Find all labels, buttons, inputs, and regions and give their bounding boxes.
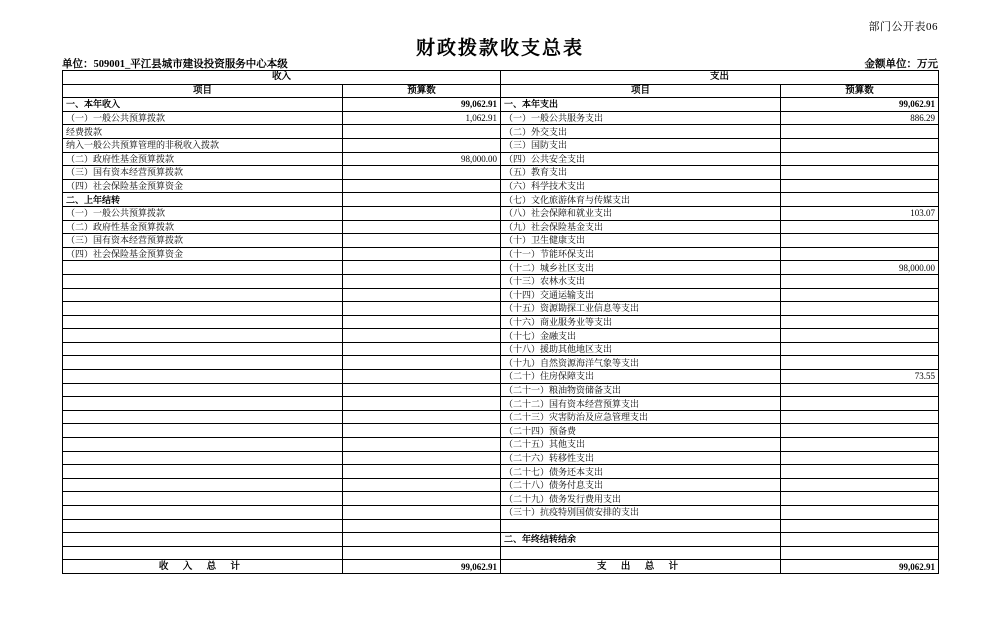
expense-item-value [781,356,939,370]
expense-item-value [781,234,939,248]
income-item-value [343,492,501,506]
table-row [63,465,939,479]
income-item-label: （四）社会保险基金预算资金 [63,247,343,261]
table-row [63,111,939,125]
unit-label: 单位：509001_平江县城市建设投资服务中心本级 [62,59,288,70]
expense-item-value [781,247,939,261]
expense-item-label: （十九）自然资源海洋气象等支出 [501,356,781,370]
expense-item-label: 一、本年支出 [501,98,781,112]
income-item-label [63,288,343,302]
table-row [63,451,939,465]
table-row [63,410,939,424]
income-item-value: 99,062.91 [343,98,501,112]
income-item-label: 一、本年收入 [63,98,343,112]
income-item-label [63,546,343,560]
expense-item-value [781,288,939,302]
column-header-expense-item: 项目 [501,84,781,98]
expense-item-label: （十六）商业服务业等支出 [501,315,781,329]
table-row [63,220,939,234]
income-item-label [63,315,343,329]
expense-item-value [781,342,939,356]
income-item-label: 经费拨款 [63,125,343,139]
income-item-label [63,342,343,356]
income-item-value: 1,062.91 [343,111,501,125]
income-item-label: （三）国有资本经营预算拨款 [63,234,343,248]
expense-item-label: （十七）金融支出 [501,329,781,343]
income-item-label [63,465,343,479]
expense-item-value: 103.07 [781,206,939,220]
income-item-label: （一）一般公共预算拨款 [63,111,343,125]
expense-item-label: （十五）资源勘探工业信息等支出 [501,302,781,316]
table-row [63,533,939,547]
table-row [63,370,939,384]
expense-item-label: （十四）交通运输支出 [501,288,781,302]
expense-item-value: 98,000.00 [781,261,939,275]
table-row [63,478,939,492]
expense-item-value [781,546,939,560]
expense-item-value [781,302,939,316]
income-item-label [63,397,343,411]
table-row [63,179,939,193]
income-item-value [343,342,501,356]
expense-total-label: 支 出 总 计 [501,560,781,574]
expense-item-value [781,424,939,438]
income-item-value [343,533,501,547]
expense-item-label: （十）卫生健康支出 [501,234,781,248]
income-item-value [343,356,501,370]
income-total-value: 99,062.91 [343,560,501,574]
expense-item-value [781,220,939,234]
expense-item-value [781,329,939,343]
expense-item-label: （三）国防支出 [501,138,781,152]
income-item-value [343,397,501,411]
table-total-row [63,560,939,574]
table-row [63,166,939,180]
income-item-value [343,424,501,438]
expense-item-label: （二十二）国有资本经营预算支出 [501,397,781,411]
expense-item-value [781,383,939,397]
income-item-label [63,410,343,424]
expense-item-label [501,546,781,560]
expense-item-label: （二）外交支出 [501,125,781,139]
expense-item-label: （十三）农林水支出 [501,274,781,288]
table-row [63,397,939,411]
expense-item-value [781,465,939,479]
expense-item-value [781,410,939,424]
income-item-label [63,533,343,547]
expense-item-value [781,478,939,492]
expense-item-label: （二十四）预备费 [501,424,781,438]
income-item-label [63,329,343,343]
income-item-label [63,370,343,384]
expense-item-label: （二十三）灾害防治及应急管理支出 [501,410,781,424]
income-item-value [343,138,501,152]
expense-item-label: （二十九）债务发行费用支出 [501,492,781,506]
expense-item-label: （一）一般公共服务支出 [501,111,781,125]
table-row [63,247,939,261]
expense-item-value [781,506,939,520]
income-item-label: （四）社会保险基金预算资金 [63,179,343,193]
income-item-label [63,302,343,316]
table-row [63,546,939,560]
expense-item-label: （二十一）粮油物资储备支出 [501,383,781,397]
expense-item-value [781,533,939,547]
table-row [63,315,939,329]
expense-item-label: （七）文化旅游体育与传媒支出 [501,193,781,207]
expense-item-label: （九）社会保险基金支出 [501,220,781,234]
table-row [63,438,939,452]
income-item-label [63,519,343,533]
income-total-label: 收 入 总 计 [63,560,343,574]
expense-item-value [781,519,939,533]
table-row [63,342,939,356]
table-column-header-row [63,84,939,98]
income-item-label [63,356,343,370]
expense-item-value [781,193,939,207]
income-item-label: 二、上年结转 [63,193,343,207]
table-row [63,261,939,275]
table-row [63,234,939,248]
income-item-value [343,125,501,139]
income-item-value [343,302,501,316]
expense-item-value [781,438,939,452]
expense-item-label: （十一）节能环保支出 [501,247,781,261]
column-header-income-item: 项目 [63,84,343,98]
expense-item-label: （六）科学技术支出 [501,179,781,193]
column-header-expense-budget: 预算数 [781,84,939,98]
expense-item-label: （二十五）其他支出 [501,438,781,452]
expense-item-value [781,152,939,166]
expense-item-label: （二十七）债务还本支出 [501,465,781,479]
budget-table [62,70,939,574]
income-item-value [343,506,501,520]
income-item-value: 98,000.00 [343,152,501,166]
meta-row [62,56,938,71]
expense-item-value [781,274,939,288]
expense-total-value: 99,062.91 [781,560,939,574]
expense-item-value: 73.55 [781,370,939,384]
income-item-value [343,193,501,207]
expense-item-value [781,166,939,180]
table-row [63,98,939,112]
income-item-value [343,383,501,397]
expense-item-label: （十八）援助其他地区支出 [501,342,781,356]
expense-item-value [781,451,939,465]
document-code: 部门公开表06 [868,21,938,33]
expense-item-label [501,519,781,533]
table-row [63,506,939,520]
income-item-label [63,492,343,506]
income-item-value [343,220,501,234]
income-item-value [343,546,501,560]
income-item-value [343,465,501,479]
income-item-value [343,166,501,180]
income-item-value [343,261,501,275]
income-item-value [343,234,501,248]
table-row [63,125,939,139]
table-row [63,152,939,166]
income-item-label: （二）政府性基金预算拨款 [63,152,343,166]
table-row [63,138,939,152]
income-item-label: （三）国有资本经营预算拨款 [63,166,343,180]
income-item-label: 纳入一般公共预算管理的非税收入拨款 [63,138,343,152]
income-item-value [343,179,501,193]
income-item-label [63,424,343,438]
income-item-value [343,247,501,261]
expense-item-label: （五）教育支出 [501,166,781,180]
expense-item-label: 二、年终结转结余 [501,533,781,547]
page-title: 财政拨款收支总表 [415,38,584,59]
income-item-label: （二）政府性基金预算拨款 [63,220,343,234]
expense-item-label: （二十八）债务付息支出 [501,478,781,492]
income-item-label [63,438,343,452]
table-row [63,302,939,316]
expense-item-value [781,397,939,411]
expense-item-value [781,315,939,329]
income-item-label [63,383,343,397]
income-item-value [343,370,501,384]
expense-item-value [781,138,939,152]
income-item-label [63,261,343,275]
income-item-value [343,478,501,492]
table-row [63,206,939,220]
expense-item-value [781,492,939,506]
expense-item-label: （十二）城乡社区支出 [501,261,781,275]
table-row [63,193,939,207]
table-group-header-row [63,71,939,85]
amount-unit-label: 金额单位：万元 [864,59,938,70]
table-row [63,329,939,343]
income-item-value [343,451,501,465]
table-row [63,356,939,370]
income-item-value [343,438,501,452]
group-header-income: 收入 [63,71,501,85]
expense-item-label: （二十）住房保障支出 [501,370,781,384]
column-header-income-budget: 预算数 [343,84,501,98]
income-item-label: （一）一般公共预算拨款 [63,206,343,220]
income-item-value [343,410,501,424]
table-row [63,424,939,438]
expense-item-label: （三十）抗疫特别国债安排的支出 [501,506,781,520]
income-item-label [63,506,343,520]
table-row [63,492,939,506]
expense-item-value [781,179,939,193]
income-item-value [343,315,501,329]
expense-item-value [781,125,939,139]
expense-item-value: 886.29 [781,111,939,125]
income-item-label [63,274,343,288]
income-item-value [343,288,501,302]
income-item-label [63,478,343,492]
expense-item-value: 99,062.91 [781,98,939,112]
table-row [63,383,939,397]
expense-item-label: （八）社会保障和就业支出 [501,206,781,220]
table-row [63,288,939,302]
group-header-expense: 支出 [501,71,939,85]
income-item-value [343,206,501,220]
table-row [63,519,939,533]
income-item-value [343,519,501,533]
income-item-value [343,329,501,343]
expense-item-label: （二十六）转移性支出 [501,451,781,465]
table-row [63,274,939,288]
income-item-value [343,274,501,288]
income-item-label [63,451,343,465]
expense-item-label: （四）公共安全支出 [501,152,781,166]
